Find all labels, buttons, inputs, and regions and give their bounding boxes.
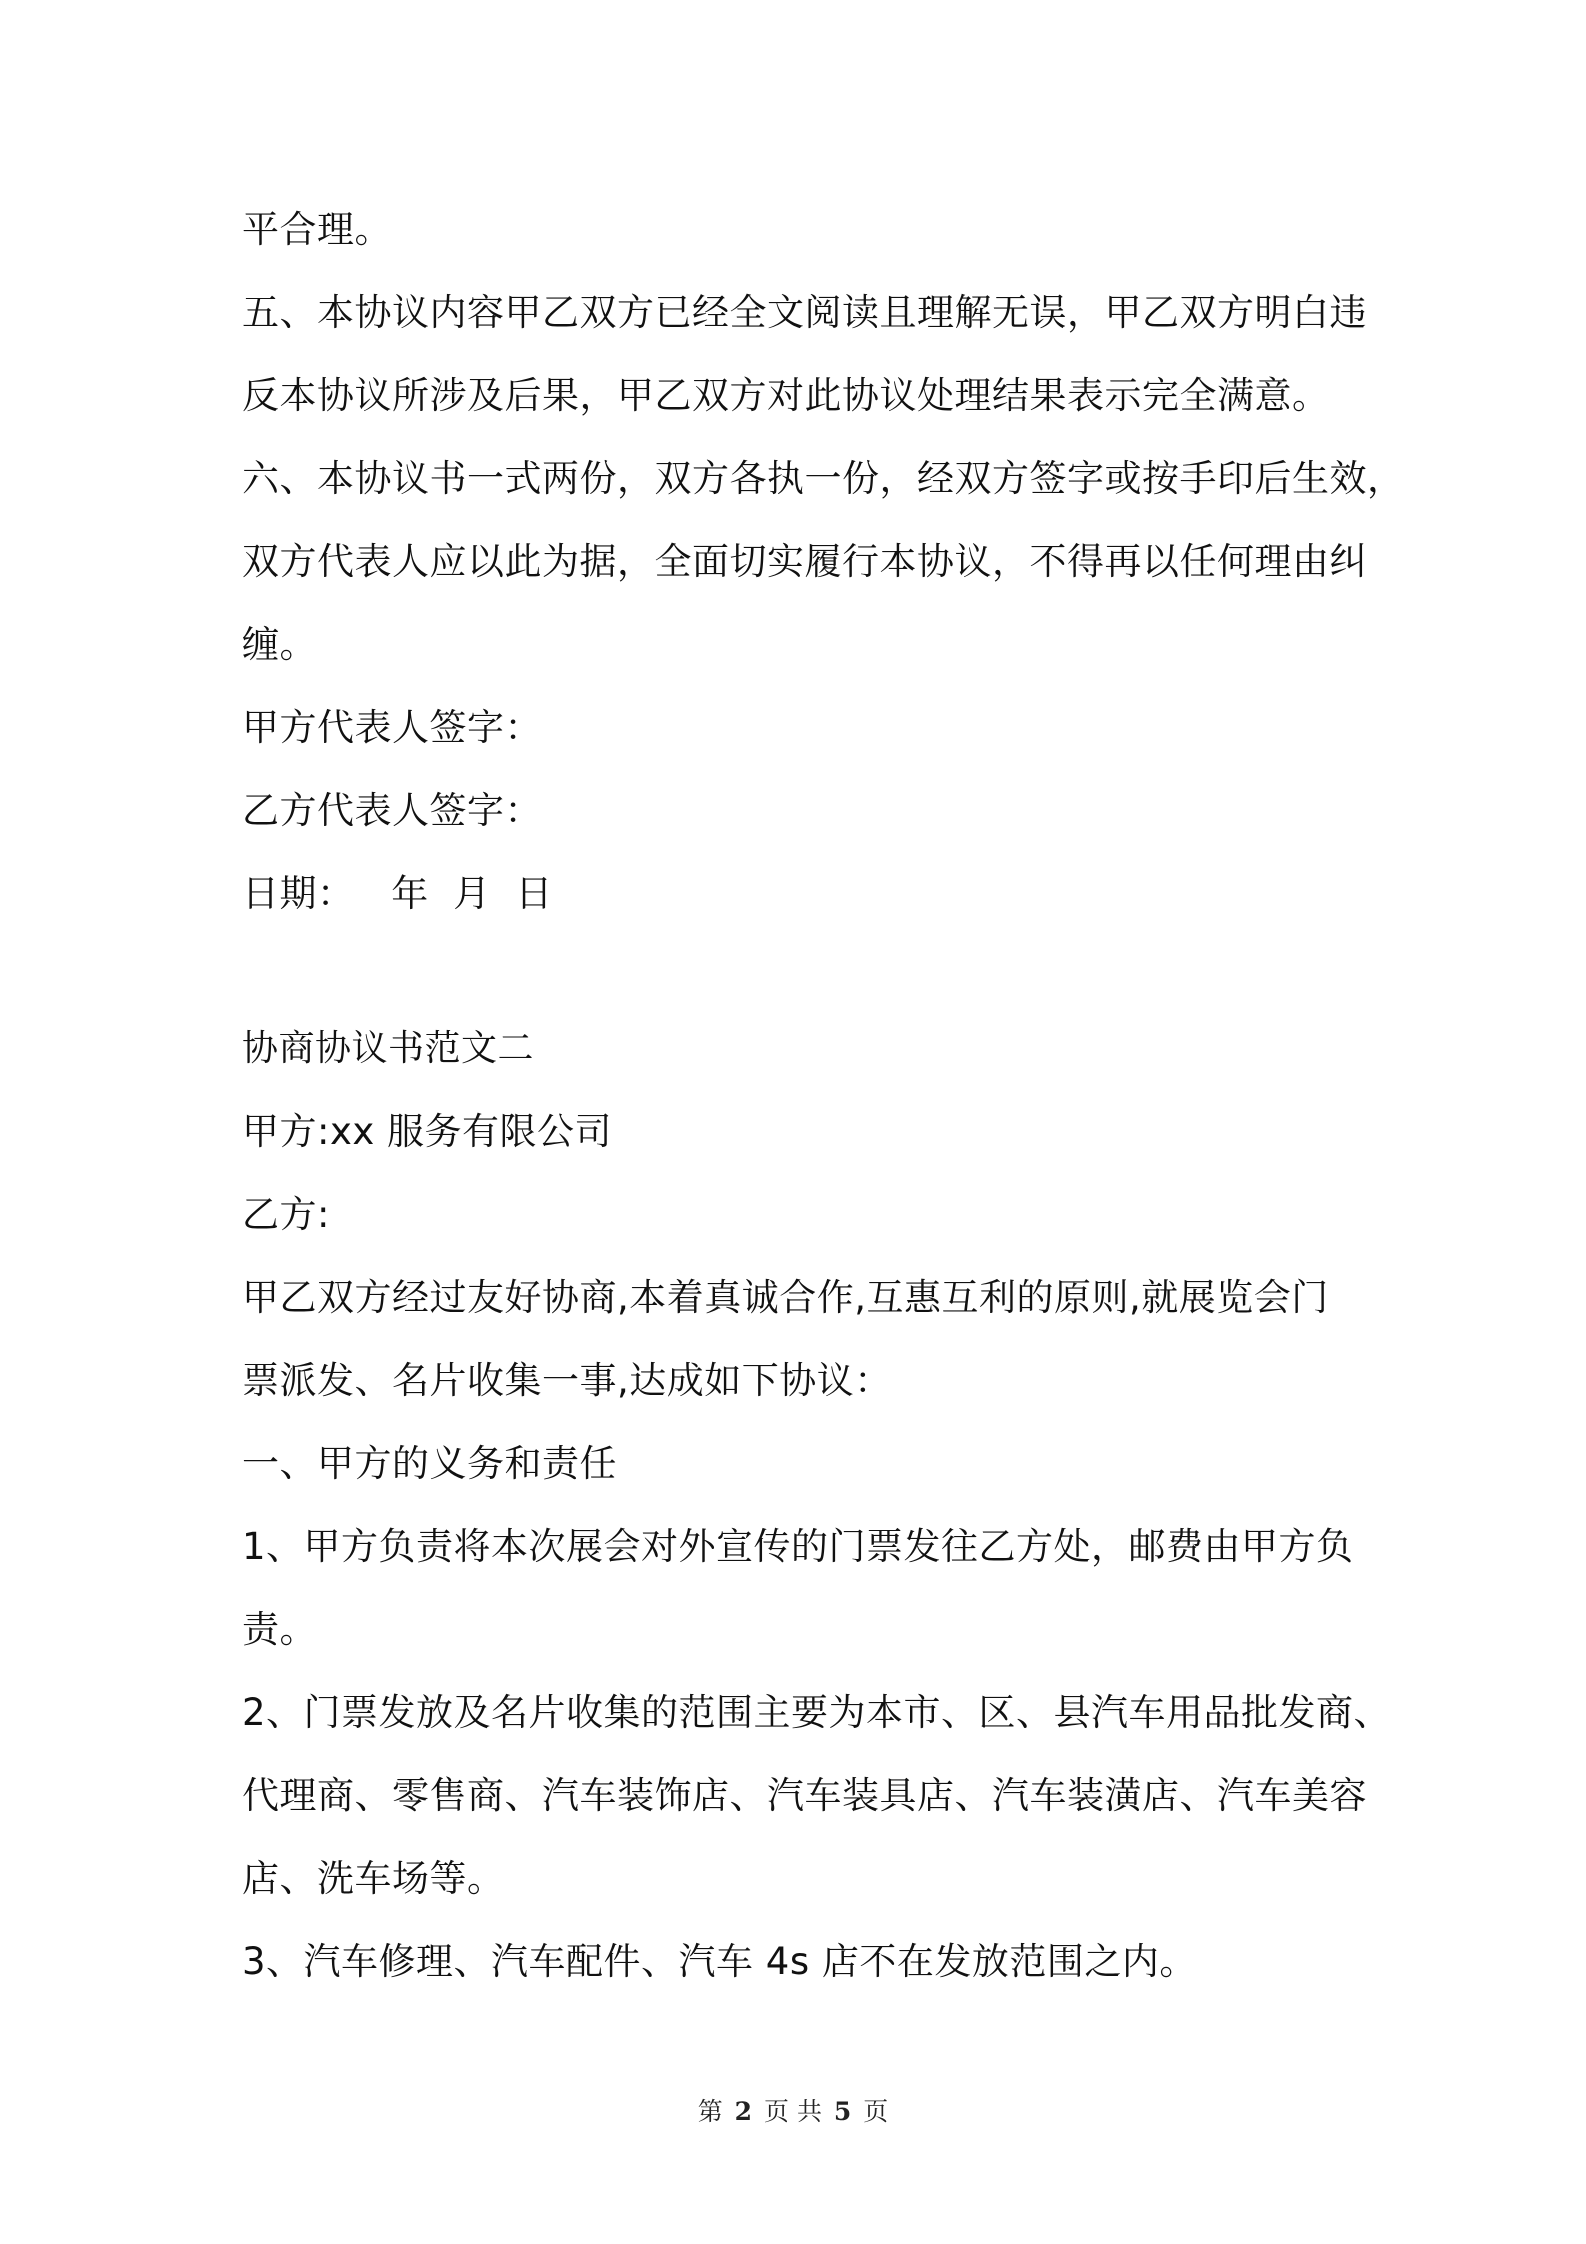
paragraph-line: 甲乙双方经过友好协商,本着真诚合作,互惠互利的原则,就展览会门: [242, 1276, 1329, 1319]
party-a-line: 甲方:xx 服务有限公司: [242, 1110, 613, 1153]
paragraph-line: 双方代表人应以此为据，全面切实履行本协议，不得再以任何理由纠: [242, 540, 1367, 583]
page-footer: [0, 2095, 1586, 2129]
date-label: 日期： 年 月 日: [242, 872, 553, 915]
paragraph-line: 2、门票发放及名片收集的范围主要为本市、区、县汽车用品批发商、: [242, 1691, 1392, 1734]
footer-page-number: 2: [734, 2097, 753, 2126]
paragraph-line: 责。: [242, 1608, 317, 1651]
paragraph-line: 3、汽车修理、汽车配件、汽车 4s 店不在发放范围之内。: [242, 1940, 1197, 1983]
paragraph-line: 票派发、名片收集一事,达成如下协议：: [242, 1359, 892, 1402]
paragraph-line: 1、甲方负责将本次展会对外宣传的门票发往乙方处，邮费由甲方负: [242, 1525, 1354, 1568]
paragraph-line: 反本协议所涉及后果，甲乙双方对此协议处理结果表示完全满意。: [242, 374, 1330, 417]
subsection-heading: 一、甲方的义务和责任: [242, 1442, 617, 1485]
paragraph-line: 代理商、零售商、汽车装饰店、汽车装具店、汽车装潢店、汽车美容: [242, 1774, 1367, 1817]
footer-middle: 页 共: [764, 2097, 822, 2126]
footer-total-pages: 5: [833, 2097, 852, 2126]
footer-prefix: 第: [697, 2097, 723, 2126]
footer-suffix: 页: [863, 2097, 889, 2126]
paragraph-line: 缠。: [242, 623, 317, 666]
signature-label-party-b: 乙方代表人签字：: [242, 789, 542, 832]
paragraph-line: 店、洗车场等。: [242, 1857, 505, 1900]
paragraph-line: 五、本协议内容甲乙双方已经全文阅读且理解无误，甲乙双方明白违: [242, 291, 1367, 334]
party-b-line: 乙方:: [242, 1193, 330, 1236]
section-heading: 协商协议书范文二: [242, 1028, 535, 1069]
paragraph-line: 平合理。: [242, 208, 392, 251]
paragraph-line: 六、本协议书一式两份，双方各执一份，经双方签字或按手印后生效，: [242, 457, 1405, 500]
signature-label-party-a: 甲方代表人签字：: [242, 706, 542, 749]
